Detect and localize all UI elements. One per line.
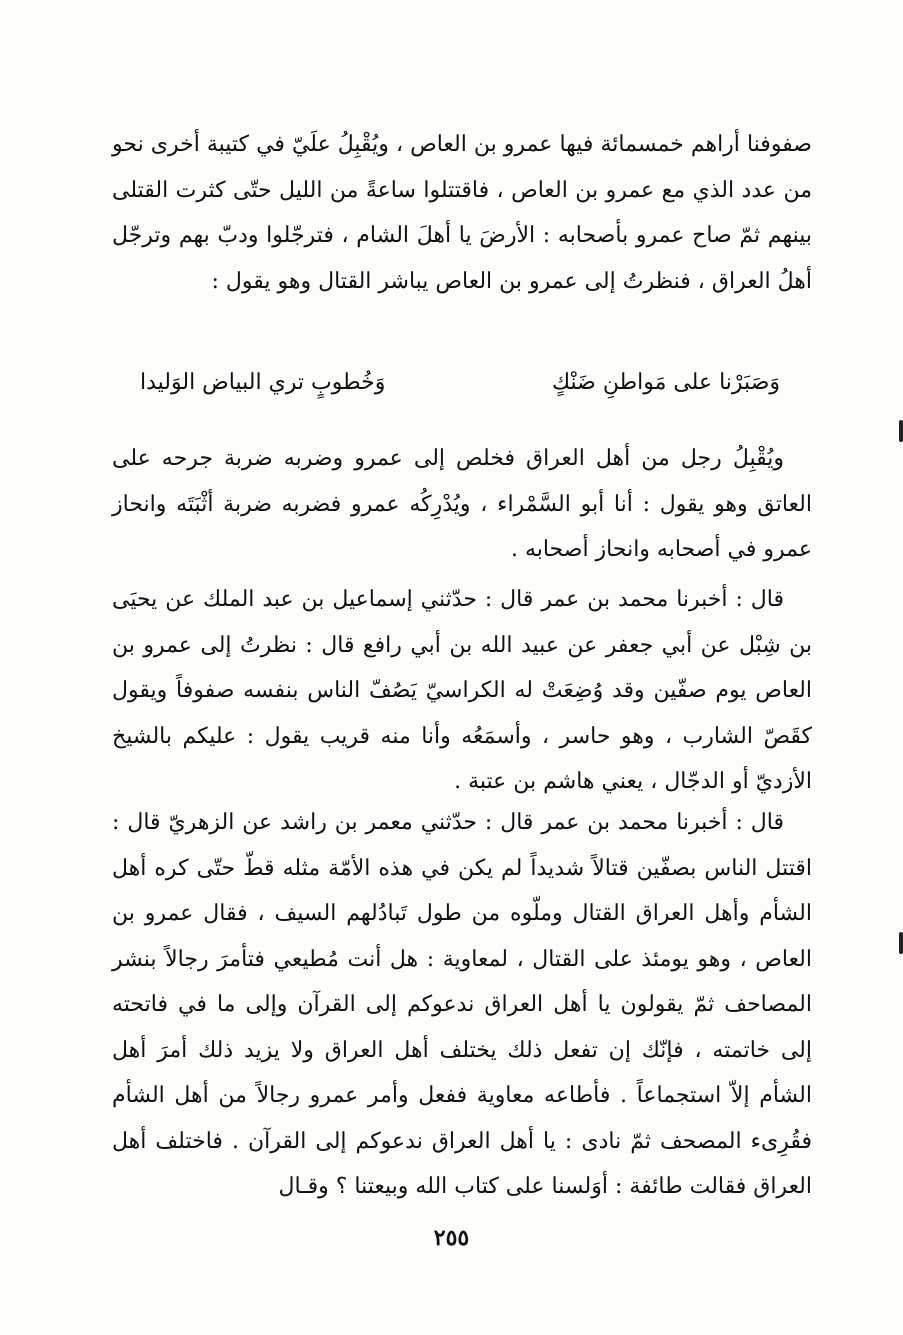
scan-edge-mark [899,420,903,442]
scan-edge-mark [899,932,903,954]
paragraph: قال : أخبرنا محمد بن عمر قال : حدّثني إسماعيل بن عبد الملك عن يحيَى بن شِبْل عن أبي جعفر عن عبيد الله بن أبي رافع قال : نظرتُ إلى عمرو بن العاص يوم صفّين وقد وُضِعَتْ له الكراسيّ يَصُفّ الناس بنفسه صفوفاً ويقول كقَصّ الشارب ، وهو حاسر ، وأسمَعُه وأنا منه قريب يقول : عليكم بالشيخ الأزديّ أو الدجّال ، يعني هاشم بن عتبة . [112,587,812,794]
paragraph-1-block [112,122,812,304]
verse-first-hemistich: وَصَبَرْنا على مَواطنِ ضَنْكٍ [551,370,780,395]
paragraph: ويُقْبِلُ رجل من أهل العراق فخلص إلى عمرو وضربه ضربة جرحه على العاتق وهو يقول : أنا أبو السَّمْراء ، ويُدْرِكُه عمرو فضربه ضربة أثْبَتَه وانحاز عمرو في أصحابه وانحاز أصحابه . [112,446,812,562]
poetry-verse [140,370,780,395]
paragraph-2-block [112,436,812,573]
verse-second-hemistich: وَخُطوبٍ تري البياض الوَليدا [140,370,386,395]
paragraph-4-block [112,800,812,1210]
paragraph-3-block [112,577,812,805]
paragraph: قال : أخبرنا محمد بن عمر قال : حدّثني معمر بن راشد عن الزهريّ قال : اقتتل الناس بصفّين قتالاً شديداً لم يكن في هذه الأمّة مثله قطّ حتّى كره أهل الشأم وأهل العراق القتال وملّوه من طول تَبادُلهم السيف ، فقال عمرو بن العاص ، وهو يومئذ على القتال ، لمعاوية : هل أنت مُطيعي فتأمرَ رجالاً بنشر المصاحف ثمّ يقولون يا أهل العراق ندعوكم إلى القرآن وإلى ما في فاتحته إلى خاتمته ، فإنّك إن تفعل ذلك يختلف أهل العراق ولا يزيد ذلك أمرَ أهل الشأم إلاّ استجماعاً . فأطاعه معاوية ففعل وأمر عمرو رجالاً من أهل الشأم فقُرِىء المصحف ثمّ نادى : يا أهل العراق ندعوكم إلى القرآن . فاختلف أهل العراق فقالت طائفة : أوَلسنا على كتاب الله وبيعتنا ؟ وقـال [112,810,812,1199]
page-number: ٢٥٥ [433,1225,470,1251]
paragraph: صفوفنا أراهم خمسمائة فيها عمرو بن العاص ، ويُقْبِلُ علَيّ في كتيبة أخرى نحو من عدد الذي مع عمرو بن العاص ، فاقتتلوا ساعةً من الليل حتّى كثرت القتلى بينهم ثمّ صاح عمرو بأصحابه : الأرضَ يا أهلَ الشام ، فترجّلوا ودبّ بهم وترجّل أهلُ العراق ، فنظرتُ إلى عمرو بن العاص يباشر القتال وهو يقول : [112,132,812,294]
